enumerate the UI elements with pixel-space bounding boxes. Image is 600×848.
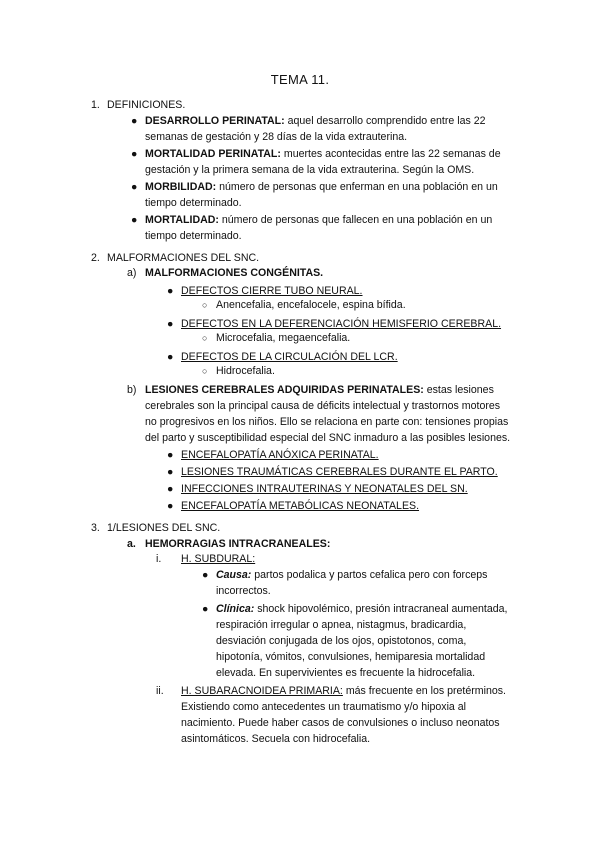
lesion-item: INFECCIONES INTRAUTERINAS Y NEONATALES DEL SN. <box>181 483 468 495</box>
subsection-a-label: a. <box>127 538 136 550</box>
bullet-icon: ● <box>131 115 138 127</box>
subaracnoidea-line: asintomáticos. Secuela con hidrocefalia. <box>181 733 371 745</box>
bullet-icon: ● <box>131 181 138 193</box>
section-2-heading: MALFORMACIONES DEL SNC. <box>107 252 260 264</box>
clinica-line: desviación conjugada de los ojos, opistotonos, coma, <box>216 635 467 647</box>
lesion-item: LESIONES TRAUMÁTICAS CEREBRALES DURANTE EL PARTO. <box>181 466 498 478</box>
section-2-number: 2. <box>91 252 100 264</box>
section-3-heading: 1/LESIONES DEL SNC. <box>107 522 221 534</box>
bullet-icon: ● <box>167 466 174 478</box>
lesion-item: ENCEFALOPATÍA ANÓXICA PERINATAL. <box>181 449 379 461</box>
circle-bullet-icon: ○ <box>202 300 208 310</box>
roman-i-label: i. <box>156 553 162 565</box>
clinica-line: elevada. En supervivientes es frecuente la hidrocefalia. <box>216 667 476 679</box>
malformation-item: DEFECTOS DE LA CIRCULACIÓN DEL LCR. <box>181 351 398 363</box>
clinica-line: hipotonía, vómitos, convulsiones, hemiparesia mortalidad <box>216 651 486 663</box>
definition-item: MORTALIDAD PERINATAL: muertes acontecidas entre las 22 semanas de <box>145 148 501 160</box>
malformation-detail: Anencefalia, encefalocele, espina bífida. <box>216 299 406 311</box>
definition-cont: tiempo determinado. <box>145 230 242 242</box>
bullet-icon: ● <box>167 500 174 512</box>
definition-cont: tiempo determinado. <box>145 197 242 209</box>
subaracnoidea-line: Existiendo como antecedentes un traumatismo y/o hipoxia al <box>181 701 467 713</box>
subsection-b-line: cerebrales son la principal causa de déficits intelectual y trastornos motores <box>145 400 501 412</box>
subdural-heading: H. SUBDURAL: <box>181 553 256 565</box>
subsection-b-label: b) <box>127 384 137 396</box>
section-1-heading: DEFINICIONES. <box>107 99 186 111</box>
malformation-item: DEFECTOS EN LA DEFERENCIACIÓN HEMISFERIO CEREBRAL. <box>181 318 502 330</box>
causa-cont: incorrectos. <box>216 585 271 597</box>
definition-item: MORBILIDAD: número de personas que enferman en una población en un <box>145 181 498 193</box>
subsection-b-line: del parto y susceptibilidad especial del SNC inmaduro a las posibles lesiones. <box>145 432 511 444</box>
malformation-item: DEFECTOS CIERRE TUBO NEURAL. <box>181 285 363 297</box>
circle-bullet-icon: ○ <box>202 333 208 343</box>
definition-cont: gestación y la primera semana de la vida extrauterina. Según la OMS. <box>145 164 475 176</box>
definition-item: DESARROLLO PERINATAL: aquel desarrollo comprendido entre las 22 <box>145 115 486 127</box>
subsection-b-line: no progresivos en los niños. Ello se relaciona en parte con: tensiones propias <box>145 416 509 428</box>
subsection-a-label: a) <box>127 267 137 279</box>
subsection-b-text: LESIONES CEREBRALES ADQUIRIDAS PERINATALES: estas lesiones <box>145 384 494 396</box>
bullet-icon: ● <box>167 285 174 297</box>
subsection-a-heading: HEMORRAGIAS INTRACRANEALES: <box>145 538 331 550</box>
causa-text: Causa: partos podalica y partos cefalica pero con forceps <box>216 569 488 581</box>
definition-cont: semanas de gestación y 28 días de la vida extrauterina. <box>145 131 408 143</box>
bullet-icon: ● <box>202 569 209 581</box>
bullet-icon: ● <box>167 483 174 495</box>
subaracnoidea-line: nacimiento. Puede haber casos de convulsiones o incluso neonatos <box>181 717 500 729</box>
malformation-detail: Microcefalia, megaencefalia. <box>216 332 351 344</box>
lesion-item: ENCEFALOPATÍA METABÓLICAS NEONATALES. <box>181 500 420 512</box>
section-3-number: 3. <box>91 522 100 534</box>
subaracnoidea-text: H. SUBARACNOIDEA PRIMARIA: más frecuente en los pretérminos. <box>181 685 506 697</box>
definition-item: MORTALIDAD: número de personas que fallecen en una población en un <box>145 214 493 226</box>
roman-ii-label: ii. <box>156 685 164 697</box>
circle-bullet-icon: ○ <box>202 366 208 376</box>
bullet-icon: ● <box>202 603 209 615</box>
clinica-text: Clínica: shock hipovolémico, presión intracraneal aumentada, <box>216 603 508 615</box>
malformation-detail: Hidrocefalia. <box>216 365 275 377</box>
bullet-icon: ● <box>167 449 174 461</box>
page-title: TEMA 11. <box>270 72 330 87</box>
subsection-a-heading: MALFORMACIONES CONGÉNITAS. <box>145 267 324 279</box>
bullet-icon: ● <box>131 214 138 226</box>
clinica-line: respiración irregular o apnea, nistagmus, bradicardia, <box>216 619 467 631</box>
section-1-number: 1. <box>91 99 100 111</box>
bullet-icon: ● <box>167 318 174 330</box>
bullet-icon: ● <box>131 148 138 160</box>
bullet-icon: ● <box>167 351 174 363</box>
